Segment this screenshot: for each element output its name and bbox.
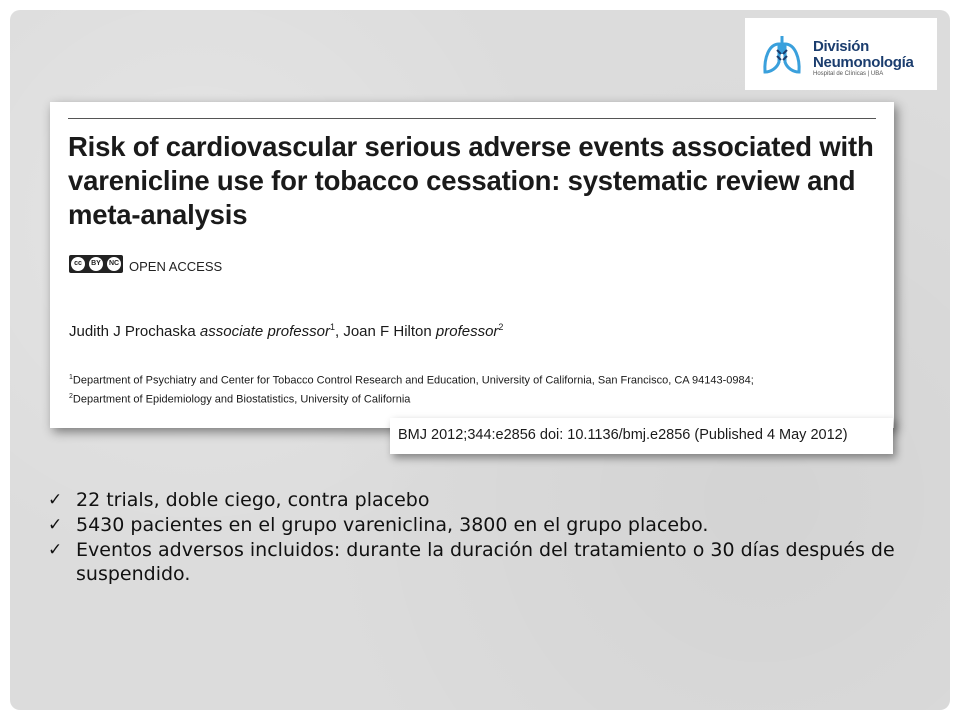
author-list (69, 322, 503, 340)
lungs-icon (759, 32, 805, 78)
author-affil-ref: 1 (329, 322, 335, 332)
list-item (48, 488, 908, 512)
paper-title: Risk of cardiovascular serious adverse events associated with varenicline use for tobacco cessation: systematic review and meta-analysis (68, 131, 874, 230)
cc-license-icon (69, 255, 123, 273)
bullet-list (48, 488, 908, 587)
logo-line2: Neumonología (813, 54, 914, 71)
affiliation-text: Department of Epidemiology and Biostatistics, University of California (72, 393, 411, 406)
title-rule (68, 118, 876, 119)
division-logo (745, 18, 937, 90)
affiliation-1 (69, 374, 754, 387)
author-affil-ref: 2 (498, 322, 504, 332)
list-item-text: 22 trials, doble ciego, contra placebo (76, 489, 430, 511)
list-item-text: 5430 pacientes en el grupo vareniclina, 3800 en el grupo placebo. (76, 514, 709, 536)
list-item (48, 513, 908, 537)
cc-nc-icon: NC (107, 257, 121, 271)
affiliation-2 (69, 393, 410, 406)
logo-line1: División (813, 38, 869, 55)
checkmark-icon: ✓ (48, 540, 63, 560)
logo-subtitle: Hospital de Clínicas | UBA (813, 71, 884, 77)
citation-text: BMJ 2012;344:e2856 doi: 10.1136/bmj.e2856 (Published 4 May 2012) (398, 427, 848, 443)
cc-by-icon: BY (89, 257, 103, 271)
author-name: Judith J Prochaska (69, 323, 196, 340)
paper-excerpt (50, 102, 894, 428)
author-name: Joan F Hilton (343, 323, 432, 340)
list-item-text: Eventos adversos incluidos: durante la duración del tratamiento o 30 días después de suspendido. (76, 539, 895, 585)
affiliation-number: 2 (69, 393, 73, 400)
author-separator: , (335, 323, 344, 340)
list-item (48, 538, 908, 586)
cc-icon: cc (71, 257, 85, 271)
author-role: professor (435, 323, 499, 340)
author-role: associate professor (199, 323, 330, 340)
open-access-label: OPEN ACCESS (129, 259, 223, 274)
citation-box (390, 418, 893, 454)
affiliation-number: 1 (69, 374, 73, 381)
checkmark-icon: ✓ (48, 515, 63, 535)
checkmark-icon: ✓ (48, 490, 63, 510)
affiliation-text: Department of Psychiatry and Center for Tobacco Control Research and Education, University of California, San Francisco, CA 94143-0984; (72, 374, 754, 387)
